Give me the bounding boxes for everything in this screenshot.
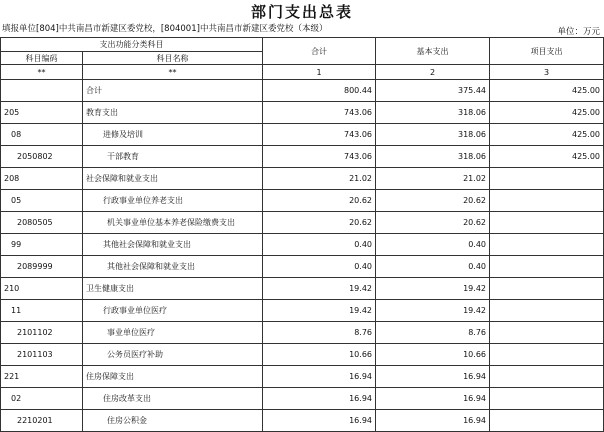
cell-total: 800.44: [263, 80, 376, 102]
table-row: [1, 146, 604, 168]
cell-code: 2089999: [1, 256, 83, 278]
table-row: [1, 322, 604, 344]
cell-project: 425.00: [490, 80, 604, 102]
cell-code: [1, 80, 83, 102]
column-index-1: 1: [263, 65, 376, 80]
cell-code: 05: [1, 190, 83, 212]
header-row-index: [1, 65, 604, 80]
cell-total: 20.62: [263, 212, 376, 234]
cell-total: 19.42: [263, 300, 376, 322]
cell-name: 合计: [83, 80, 263, 102]
cell-basic: 20.62: [376, 190, 490, 212]
cell-name: 住房保障支出: [83, 366, 263, 388]
header-row-group: [1, 38, 604, 52]
cell-basic: 20.62: [376, 212, 490, 234]
cell-basic: 16.94: [376, 366, 490, 388]
cell-code: 11: [1, 300, 83, 322]
cell-basic: 19.42: [376, 278, 490, 300]
name-mark: **: [83, 65, 263, 80]
column-index-3: 3: [490, 65, 604, 80]
cell-project: [490, 278, 604, 300]
cell-code: 2050802: [1, 146, 83, 168]
cell-total: 16.94: [263, 366, 376, 388]
cell-project: [490, 256, 604, 278]
table-row: [1, 124, 604, 146]
cell-code: 2210201: [1, 410, 83, 432]
table-row: [1, 388, 604, 410]
cell-name: 其他社会保障和就业支出: [83, 256, 263, 278]
cell-project: [490, 234, 604, 256]
cell-name: 公务员医疗补助: [83, 344, 263, 366]
code-mark: **: [1, 65, 83, 80]
cell-basic: 16.94: [376, 388, 490, 410]
cell-name: 行政事业单位医疗: [83, 300, 263, 322]
cell-basic: 16.94: [376, 410, 490, 432]
header-function-class: 支出功能分类科目: [1, 38, 263, 52]
table-row: [1, 234, 604, 256]
cell-basic: 318.06: [376, 102, 490, 124]
cell-code: 221: [1, 366, 83, 388]
cell-name: 住房改革支出: [83, 388, 263, 410]
table-row: [1, 190, 604, 212]
header-total: 合计: [263, 38, 376, 65]
header-project: 项目支出: [490, 38, 604, 65]
cell-total: 10.66: [263, 344, 376, 366]
currency-unit: 单位：万元: [557, 27, 600, 37]
header-name: 科目名称: [83, 52, 263, 65]
table-row: [1, 168, 604, 190]
cell-code: 208: [1, 168, 83, 190]
cell-project: [490, 344, 604, 366]
cell-project: [490, 322, 604, 344]
cell-code: 08: [1, 124, 83, 146]
cell-code: 2101103: [1, 344, 83, 366]
cell-code: 99: [1, 234, 83, 256]
cell-total: 0.40: [263, 256, 376, 278]
table-row: [1, 102, 604, 124]
cell-total: 20.62: [263, 190, 376, 212]
cell-code: 2080505: [1, 212, 83, 234]
cell-basic: 8.76: [376, 322, 490, 344]
table-row: [1, 366, 604, 388]
cell-total: 21.02: [263, 168, 376, 190]
table-row: [1, 278, 604, 300]
report-title: 部门支出总表: [250, 3, 353, 21]
cell-code: 210: [1, 278, 83, 300]
cell-code: 205: [1, 102, 83, 124]
cell-project: 425.00: [490, 146, 604, 168]
cell-basic: 318.06: [376, 124, 490, 146]
cell-project: [490, 366, 604, 388]
cell-total: 8.76: [263, 322, 376, 344]
cell-basic: 21.02: [376, 168, 490, 190]
cell-project: 425.00: [490, 124, 604, 146]
cell-basic: 0.40: [376, 256, 490, 278]
cell-code: 2101102: [1, 322, 83, 344]
expenditure-table: [0, 37, 604, 432]
cell-name: 住房公积金: [83, 410, 263, 432]
cell-name: 事业单位医疗: [83, 322, 263, 344]
table-row: [1, 256, 604, 278]
table-row: [1, 410, 604, 432]
header-basic: 基本支出: [376, 38, 490, 65]
cell-project: 425.00: [490, 102, 604, 124]
table-row: [1, 300, 604, 322]
table-row: [1, 80, 604, 102]
cell-project: [490, 190, 604, 212]
cell-name: 干部教育: [83, 146, 263, 168]
cell-basic: 0.40: [376, 234, 490, 256]
cell-total: 743.06: [263, 102, 376, 124]
column-index-2: 2: [376, 65, 490, 80]
cell-total: 19.42: [263, 278, 376, 300]
cell-name: 教育支出: [83, 102, 263, 124]
cell-total: 0.40: [263, 234, 376, 256]
cell-code: 02: [1, 388, 83, 410]
cell-basic: 318.06: [376, 146, 490, 168]
cell-project: [490, 300, 604, 322]
header-code: 科目编码: [1, 52, 83, 65]
cell-project: [490, 410, 604, 432]
cell-total: 16.94: [263, 410, 376, 432]
cell-project: [490, 388, 604, 410]
cell-name: 社会保障和就业支出: [83, 168, 263, 190]
cell-project: [490, 168, 604, 190]
cell-name: 进修及培训: [83, 124, 263, 146]
cell-basic: 19.42: [376, 300, 490, 322]
cell-basic: 375.44: [376, 80, 490, 102]
cell-project: [490, 212, 604, 234]
table-row: [1, 344, 604, 366]
reporting-unit: 填报单位[804]中共南昌市新建区委党校，[804001]中共南昌市新建区委党校（本级）: [2, 24, 328, 34]
cell-name: 其他社会保障和就业支出: [83, 234, 263, 256]
cell-name: 行政事业单位养老支出: [83, 190, 263, 212]
cell-total: 743.06: [263, 146, 376, 168]
table-row: [1, 212, 604, 234]
cell-name: 卫生健康支出: [83, 278, 263, 300]
cell-total: 16.94: [263, 388, 376, 410]
cell-name: 机关事业单位基本养老保险缴费支出: [83, 212, 263, 234]
cell-basic: 10.66: [376, 344, 490, 366]
cell-total: 743.06: [263, 124, 376, 146]
